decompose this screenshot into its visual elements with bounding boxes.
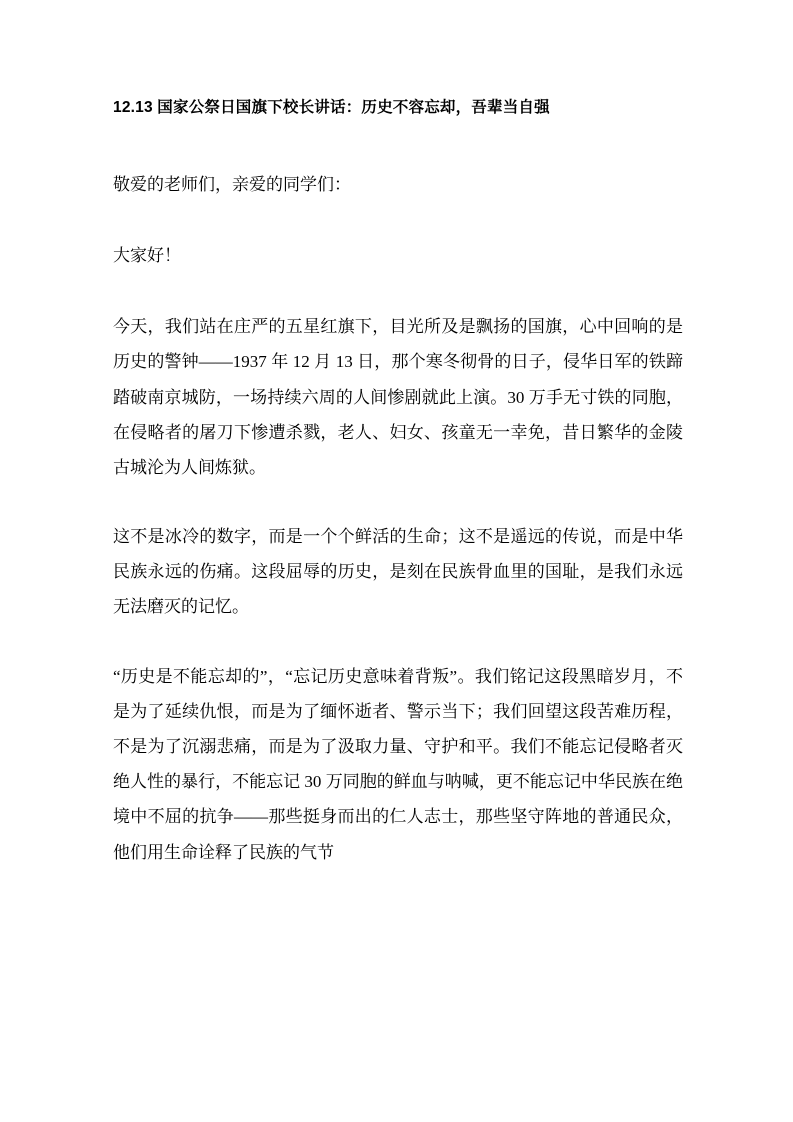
salutation-paragraph: 敬爱的老师们，亲爱的同学们： — [113, 174, 351, 194]
greeting-paragraph: 大家好！ — [113, 245, 181, 265]
body-paragraph-3: “历史是不能忘却的”，“忘记历史意味着背叛”。我们铭记这段黑暗岁月，不是为了延续仇恨，而是为了缅怀逝者、警示当下；我们回望这段苦难历程，不是为了沉溺悲痛，而是为了汲取力量、守护和平。我们不能忘记侵略者灭绝人性的暴行，不能忘记 30 万同胞的鲜血与呐喊，更不能忘记中华民族在绝境中不屈的抗争——那些挺身而出的仁人志士，那些坚守阵地的普通民众，他们用生命诠释了民族的气节 — [113, 666, 683, 862]
body-paragraph-2: 这不是冰冷的数字，而是一个个鲜活的生命；这不是遥远的传说，而是中华民族永远的伤痛。这段屈辱的历史，是刻在民族骨血里的国耻，是我们永远无法磨灭的记忆。 — [113, 527, 683, 617]
document-body — [113, 96, 683, 904]
page-title: 12.13 国家公祭日国旗下校长讲话：历史不容忘却，吾辈当自强 — [113, 99, 550, 116]
body-paragraph-1: 今天，我们站在庄严的五星红旗下，目光所及是飘扬的国旗，心中回响的是历史的警钟——1937 年 12 月 13 日，那个寒冬彻骨的日子，侵华日军的铁蹄踏破南京城防，一场持续六周的人间惨剧就此上演。30 万手无寸铁的同胞，在侵略者的屠刀下惨遭杀戮，老人、妇女、孩童无一幸免，昔日繁华的金陵古城沦为人间炼狱。 — [113, 317, 683, 477]
